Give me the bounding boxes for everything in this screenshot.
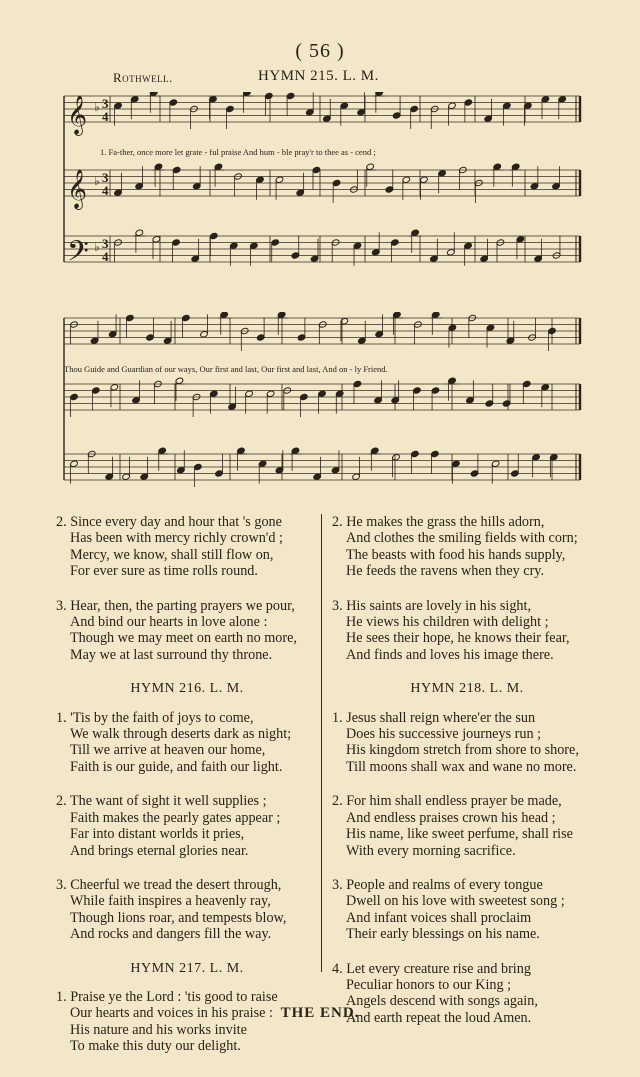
note-head [291, 447, 300, 454]
note-head [352, 473, 361, 480]
note-head [503, 102, 512, 109]
verse-line: And rocks and dangers fill the way. [70, 926, 272, 943]
note-head [375, 331, 384, 338]
note-head [366, 163, 375, 170]
note-head [318, 390, 327, 397]
note-head [200, 331, 209, 338]
note-head [511, 470, 520, 477]
time-signature-bottom: 4 [102, 183, 109, 198]
verse-line-row [56, 759, 318, 775]
verse-line: His kingdom stretch from shore to shore, [346, 742, 579, 759]
verse-line: Faith makes the pearly gates appear ; [70, 809, 281, 826]
music-system-1 [60, 92, 588, 278]
note-head [370, 447, 379, 454]
verse-line: And endless praises crown his head ; [346, 809, 556, 826]
note-head [486, 324, 495, 331]
music-staves-2 [60, 312, 588, 498]
verse-line: Far into distant worlds it pries, [70, 826, 245, 843]
note-head [214, 163, 223, 170]
note-head [135, 229, 144, 236]
note-head [548, 327, 557, 334]
verse-line-row [332, 810, 602, 826]
note-head [411, 450, 420, 457]
note-head [229, 242, 238, 249]
note-head [385, 186, 394, 193]
verse-line-row [332, 893, 602, 909]
note-head [132, 397, 141, 404]
stanza-number: 3. [56, 597, 71, 614]
verse-line: We walk through deserts dark as night; [70, 726, 292, 743]
note-head [146, 334, 155, 341]
note-head [530, 183, 539, 190]
verse-line: He feeds the ravens when they cry. [346, 563, 545, 580]
stanza-number: 3. [332, 876, 347, 893]
stanza [56, 710, 318, 776]
verse-line: For him shall endless prayer be made, [346, 793, 562, 810]
verse-line: He makes the grass the hills adorn, [346, 514, 545, 530]
note-head [258, 460, 267, 467]
note-head [226, 105, 235, 112]
verse-line-row [56, 793, 318, 809]
verse-line-row [332, 961, 602, 977]
note-head [266, 390, 275, 397]
stanza-number: 2. [332, 514, 347, 530]
note-head [411, 229, 420, 236]
verse-line: The want of sight it well supplies ; [69, 793, 267, 810]
note-head [541, 96, 550, 103]
note-head [300, 393, 309, 400]
verse-line-row [332, 793, 602, 809]
verse-line: The beasts with food his hands supply, [346, 546, 566, 563]
verse-line: Dwell on his love with sweetest song ; [346, 893, 565, 910]
verse-line-row [56, 514, 318, 530]
verse-line: For ever sure as time rolls round. [70, 563, 258, 580]
verse-line: And clothes the smiling fields with corn; [346, 530, 578, 547]
verse-line: And earth repeat the loud Amen. [346, 1009, 532, 1026]
verse-line-row [332, 742, 602, 758]
note-head [511, 163, 520, 170]
music-system-2 [60, 312, 588, 498]
time-signature-top: 3 [102, 170, 109, 185]
note-head [286, 92, 295, 99]
verse-line: Cheerful we tread the desert through, [70, 876, 282, 893]
stanza-number: 1. [56, 709, 71, 726]
verse-line-row [332, 647, 602, 663]
verse-line-row [56, 742, 318, 758]
stanza [332, 710, 602, 776]
note-head [550, 454, 559, 461]
flat-sign-icon: ♭ [94, 174, 100, 188]
verse-line: And bind our hearts in love alone : [70, 614, 268, 631]
verse-line-row [332, 726, 602, 742]
note-head [353, 380, 362, 387]
tune-name: Rothwell. [113, 70, 173, 85]
verse-line-row [332, 547, 602, 563]
note-head [323, 115, 332, 122]
time-signature-bottom: 4 [102, 249, 109, 264]
stanza-number: 3. [332, 597, 347, 614]
note-head [313, 473, 322, 480]
note-head [220, 312, 229, 318]
note-head [210, 232, 219, 239]
note-head [447, 249, 456, 256]
stanza-number: 1. [332, 709, 347, 726]
note-head [175, 377, 184, 384]
note-head [256, 176, 265, 183]
verse-line-row [56, 843, 318, 859]
note-head [237, 447, 246, 454]
time-signature-top: 3 [102, 96, 109, 111]
note-head [194, 463, 203, 470]
note-head [182, 314, 191, 321]
verse-line: Peculiar honors to our King ; [346, 976, 512, 993]
hymn-215-stanzas-right [332, 514, 602, 663]
note-head [431, 387, 440, 394]
verse-line-row [332, 826, 602, 842]
stanza [56, 514, 318, 580]
note-head [448, 102, 457, 109]
verse-line-row [332, 614, 602, 630]
note-head [431, 450, 440, 457]
note-head [172, 239, 181, 246]
note-head [516, 236, 525, 243]
note-head [215, 470, 224, 477]
verse-line: To make this duty our delight. [70, 1038, 241, 1055]
note-head [493, 163, 502, 170]
note-head [392, 112, 401, 119]
note-head [275, 467, 284, 474]
note-head [413, 387, 422, 394]
verse-line: 'Tis by the faith of joys to come, [70, 709, 254, 726]
note-head [357, 109, 366, 116]
verse-line-row [332, 563, 602, 579]
note-head [480, 255, 489, 262]
verse-line-row [332, 598, 602, 614]
verse-line-row [56, 877, 318, 893]
verse-line: Their early blessings on his name. [346, 926, 540, 943]
note-head [163, 337, 172, 344]
flat-sign-icon: ♭ [94, 240, 100, 254]
stanza-number: 2. [56, 793, 70, 810]
note-head [154, 163, 163, 170]
verse-line: Angels descend with songs again, [346, 993, 538, 1010]
stanza [56, 793, 318, 859]
note-head [105, 473, 114, 480]
note-head [191, 255, 200, 262]
verse-line: His name, like sweet perfume, shall rise [346, 826, 573, 843]
verse-line-row [332, 926, 602, 942]
stanza [332, 793, 602, 859]
note-head [114, 102, 123, 109]
hymn-218-title: HYMN 218. L. M. [410, 681, 524, 697]
column-divider [321, 514, 322, 972]
verse-line: Till moons shall wax and wane no more. [346, 758, 577, 775]
note-head [358, 337, 367, 344]
note-head [172, 166, 181, 173]
note-head [393, 312, 402, 318]
note-head [534, 255, 543, 262]
note-head [271, 239, 280, 246]
verse-line: People and realms of every tongue [346, 876, 543, 893]
page-number: ( 56 ) [295, 40, 345, 62]
treble-clef-icon: 𝄞 [67, 169, 88, 209]
verse-line-row [56, 630, 318, 646]
stanza [332, 514, 602, 580]
verse-line: And infant voices shall proclaim [346, 909, 532, 926]
flat-sign-icon: ♭ [94, 100, 100, 114]
note-head [430, 255, 439, 262]
note-head [130, 96, 139, 103]
verse-line: Jesus shall reign where'er the sun [346, 709, 536, 726]
hymn-215-title: HYMN 215. L. M. [258, 68, 379, 84]
verse-line-row [56, 1022, 318, 1038]
hymn-216-title: HYMN 216. L. M. [130, 681, 244, 697]
note-head [70, 393, 79, 400]
note-head [506, 337, 515, 344]
stanza [332, 877, 602, 943]
verse-line: With every morning sacrifice. [346, 842, 516, 859]
verse-line-row [56, 926, 318, 942]
verse-line-row [56, 893, 318, 909]
note-head [470, 470, 479, 477]
note-head [464, 99, 473, 106]
bass-clef-icon: 𝄢 [67, 235, 89, 275]
verse-line: Our hearts and voices in his praise : [70, 1005, 273, 1022]
note-head [312, 166, 321, 173]
verse-line: Has been with mercy richly crown'd ; [70, 530, 283, 547]
verse-line: His saints are lovely in his sight, [346, 597, 532, 614]
stanza [56, 598, 318, 664]
note-head [353, 242, 362, 249]
note-head [192, 183, 201, 190]
note-head [464, 242, 473, 249]
note-head [250, 242, 259, 249]
note-head [335, 390, 344, 397]
note-head [374, 397, 383, 404]
verse-line: Till we arrive at heaven our home, [70, 742, 266, 759]
stanza-number: 1. [56, 988, 71, 1005]
verse-line-row [56, 598, 318, 614]
verse-line-row [56, 614, 318, 630]
verse-line-row [332, 630, 602, 646]
note-head [275, 176, 284, 183]
note-head [552, 183, 561, 190]
verse-line-row [332, 530, 602, 546]
note-head [114, 189, 123, 196]
verse-line-row [332, 514, 602, 530]
verse-line: May we at last surround thy throne. [70, 646, 273, 663]
note-head [169, 99, 178, 106]
verse-line-row [332, 843, 602, 859]
verse-line-row [56, 563, 318, 579]
verse-line-row [56, 989, 318, 1005]
note-head [70, 460, 79, 467]
note-head [391, 239, 400, 246]
note-head [291, 252, 300, 259]
verse-line-row [332, 877, 602, 893]
stanza [332, 598, 602, 664]
note-head [402, 176, 411, 183]
note-head [135, 183, 144, 190]
verse-line: Does his successive journeys run ; [346, 726, 542, 743]
verse-line-row [56, 710, 318, 726]
note-head [331, 467, 340, 474]
note-head [532, 454, 541, 461]
verse-line-row [332, 710, 602, 726]
note-head [92, 387, 101, 394]
note-head [522, 380, 531, 387]
note-head [340, 102, 349, 109]
note-head [210, 390, 219, 397]
note-head [340, 318, 349, 325]
note-head [438, 170, 447, 177]
lyric-line-2: Thou Guide and Guardian of our ways, Our first and last, Our first and last, And on - ly Friend. [64, 364, 388, 374]
note-head [158, 447, 167, 454]
note-head [108, 331, 117, 338]
verse-line: And finds and loves his image there. [346, 646, 554, 663]
note-head [140, 473, 149, 480]
stanza-number: 2. [56, 514, 71, 530]
note-head [466, 397, 475, 404]
note-head [484, 115, 493, 122]
hymn-216-stanzas [56, 710, 318, 943]
verse-line: Mercy, we know, shall still flow on, [70, 546, 274, 563]
note-head [491, 460, 500, 467]
note-head [392, 454, 401, 461]
verse-line: Though lions roar, and tempests blow, [70, 909, 287, 926]
note-head [541, 384, 550, 391]
verse-line-row [56, 530, 318, 546]
note-head [502, 400, 511, 407]
verse-line: Praise ye the Lord : 'tis good to raise [70, 988, 278, 1005]
note-head [431, 312, 440, 318]
stanza-number: 2. [332, 793, 347, 810]
note-head [228, 403, 237, 410]
note-head [420, 176, 429, 183]
verse-line-row [56, 826, 318, 842]
verse-line: Since every day and hour that 's gone [70, 514, 282, 530]
verse-line: Hear, then, the parting prayers we pour, [70, 597, 295, 614]
note-head [90, 337, 99, 344]
verse-line: Let every creature rise and bring [346, 960, 531, 977]
note-head [245, 390, 254, 397]
verse-line-row [56, 1038, 318, 1054]
note-head [297, 334, 306, 341]
hymn-218-stanzas [332, 710, 602, 1027]
note-head [296, 189, 305, 196]
hymn-215-stanzas-left [56, 514, 318, 663]
music-staves-1 [60, 92, 588, 278]
note-head [264, 92, 273, 99]
note-head [485, 400, 494, 407]
note-head [410, 105, 419, 112]
right-column [332, 514, 602, 1044]
note-head [306, 109, 315, 116]
note-head [372, 249, 381, 256]
verse-line: Faith is our guide, and faith our light. [70, 758, 283, 775]
verse-line-row [56, 910, 318, 926]
verse-line-row [332, 759, 602, 775]
verse-line-row [332, 910, 602, 926]
verse-line-row [56, 810, 318, 826]
time-signature-top: 3 [102, 236, 109, 251]
lyric-line-1: 1. Fa-ther, once more let grate - ful praise And hum - ble pray'r to thee as - cend ; [100, 147, 376, 157]
verse-line: While faith inspires a heavenly ray, [70, 893, 271, 910]
note-head [277, 312, 286, 318]
note-head [332, 179, 341, 186]
note-head [256, 334, 265, 341]
note-head [122, 473, 131, 480]
note-head [391, 397, 400, 404]
hymn-217-title: HYMN 217. L. M. [130, 960, 244, 976]
verse-line: He views his children with delight ; [346, 614, 549, 631]
note-head [177, 467, 186, 474]
treble-clef-icon: 𝄞 [67, 95, 88, 135]
note-head [448, 324, 457, 331]
left-column [56, 514, 318, 1073]
verse-line: Though we may meet on earth no more, [70, 630, 297, 647]
verse-line-row [56, 547, 318, 563]
note-head [452, 460, 461, 467]
stanza [56, 877, 318, 943]
note-head [448, 377, 457, 384]
verse-line: His nature and his works invite [70, 1021, 247, 1038]
verse-line-row [56, 647, 318, 663]
verse-line: He sees their hope, he knows their fear, [346, 630, 570, 647]
stanza-number: 4. [332, 960, 347, 977]
verse-line-row [56, 726, 318, 742]
verse-line: And brings eternal glories near. [70, 842, 249, 859]
note-head [126, 314, 135, 321]
note-head [558, 96, 567, 103]
note-head [110, 384, 119, 391]
time-signature-bottom: 4 [102, 109, 109, 124]
note-head [310, 255, 319, 262]
note-head [152, 236, 161, 243]
verse-line-row [332, 977, 602, 993]
stanza-number: 3. [56, 876, 71, 893]
the-end: THE END. [280, 1005, 360, 1021]
